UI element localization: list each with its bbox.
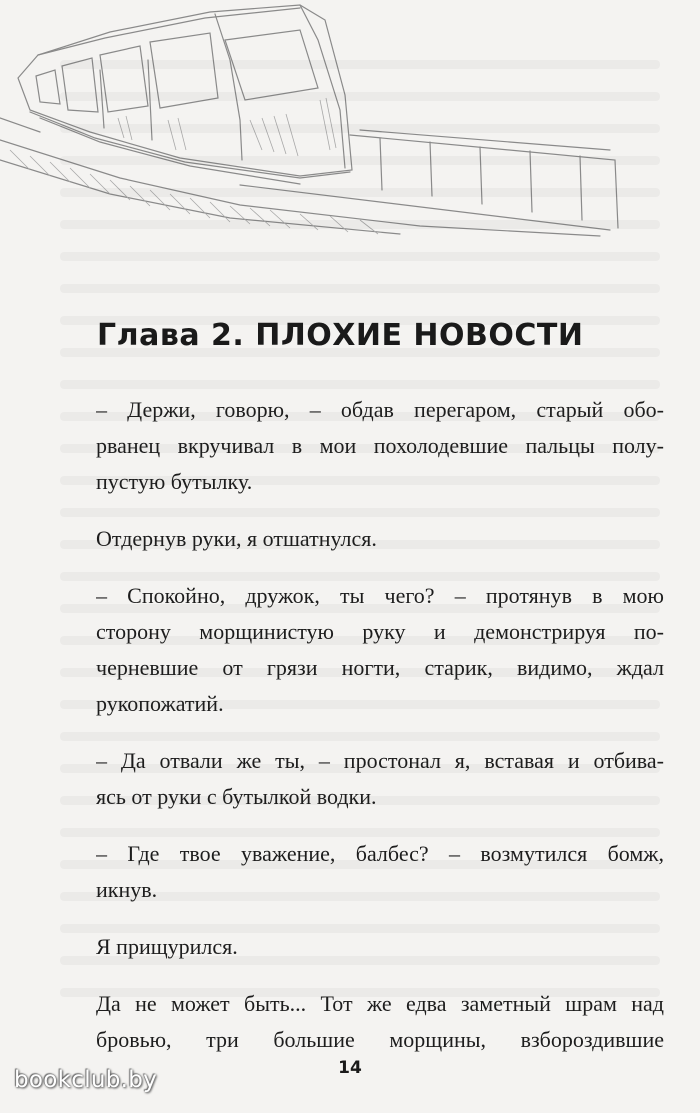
paragraph-4-line-2: ясь от руки с бутылкой водки. [96, 784, 377, 809]
bookclub-watermark: bookclub.by [14, 1067, 158, 1093]
chapter-title: Глава 2. ПЛОХИЕ НОВОСТИ [97, 318, 584, 353]
paragraph-3-line-2: сторону морщинистую руку и демонстрируя по- [96, 619, 664, 644]
paragraph-6-line-1: Я прищурился. [96, 934, 238, 959]
paragraph-2-line-1: Отдернув руки, я отшатнулся. [96, 526, 377, 551]
paragraph-1-line-3: пустую бутылку. [96, 469, 253, 494]
page-number: 14 [338, 1058, 362, 1078]
paragraph-1-line-1: – Держи, говорю, – обдав перегаром, старый обо- [96, 397, 664, 422]
paragraph-3-line-4: рукопожатий. [96, 691, 224, 716]
tram-sketch-illustration [0, 0, 700, 240]
paragraph-3-line-3: черневшие от грязи ногти, старик, видимо, ждал [96, 655, 664, 680]
paragraph-7-line-1: Да не может быть... Тот же едва заметный шрам над [96, 991, 664, 1016]
chapter-body-text [96, 392, 664, 1058]
paragraph-3-line-1: – Спокойно, дружок, ты чего? – протянув в мою [96, 583, 664, 608]
paragraph-5-line-2: икнув. [96, 877, 158, 902]
paragraph-5-line-1: – Где твое уважение, балбес? – возмутился бомж, [96, 841, 664, 866]
paragraph-7-line-2: бровью, три большие морщины, взбороздившие [96, 1027, 664, 1052]
paragraph-1-line-2: рванец вкручивал в мои похолодевшие пальцы полу- [96, 433, 664, 458]
paragraph-4-line-1: – Да отвали же ты, – простонал я, вставая и отбива- [96, 748, 664, 773]
